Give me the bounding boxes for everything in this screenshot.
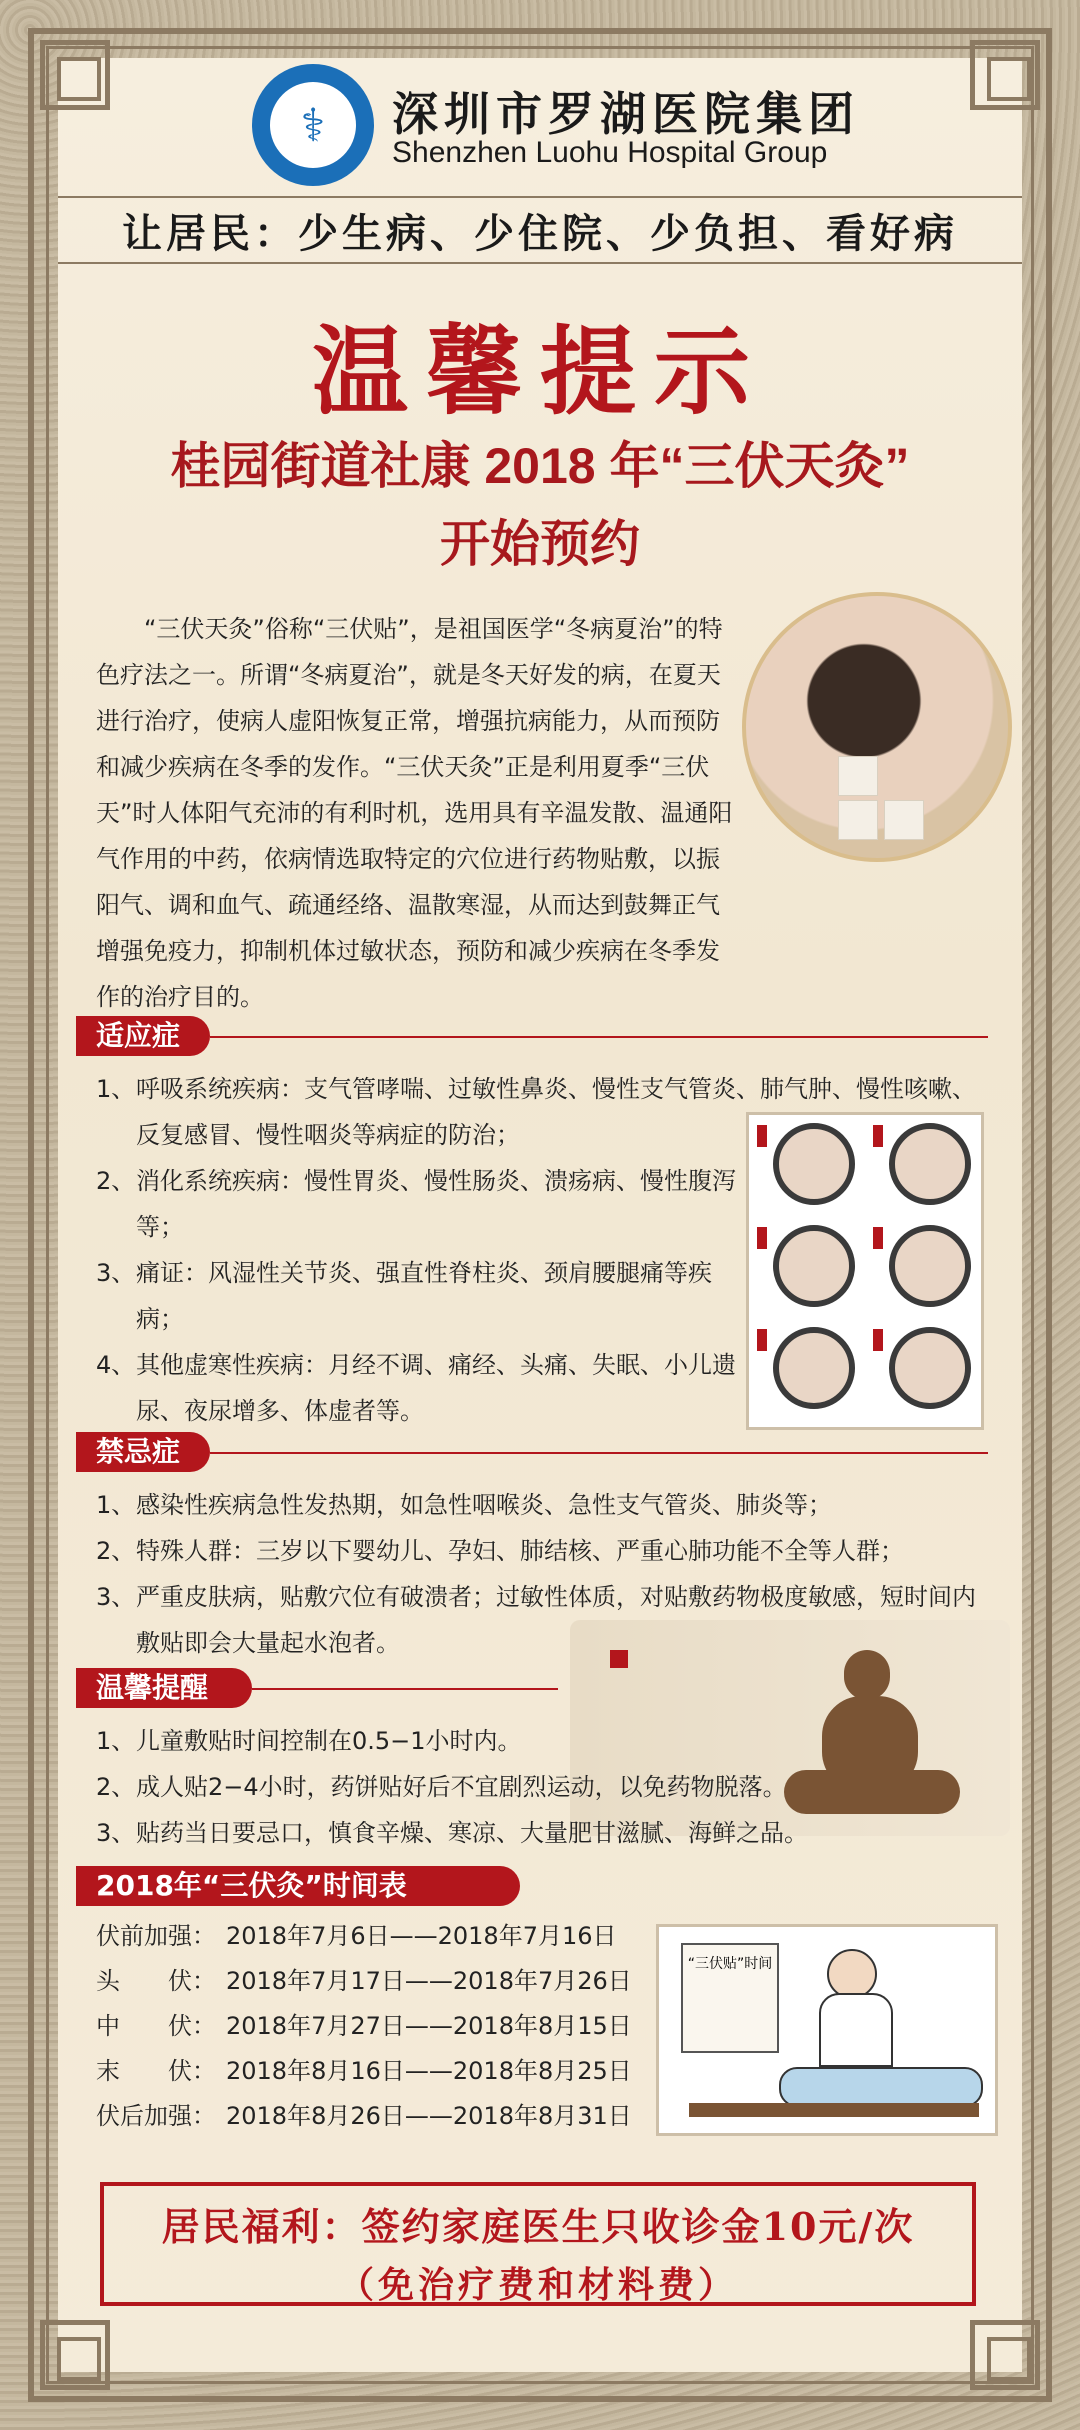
section-schedule: 2018年“三伏灸”时间表 <box>76 1866 520 1906</box>
item-text: 成人贴2−4小时，药饼贴好后不宜剧烈运动，以免药物脱落。 <box>136 1773 787 1801</box>
section-line <box>252 1688 558 1690</box>
indications-list <box>96 1066 976 1434</box>
welfare-line1: 居民福利：签约家庭医生只收诊金10元/次 <box>161 2204 915 2249</box>
doctor-head <box>827 1949 877 1999</box>
doctor-body <box>819 1993 893 2067</box>
schedule-dates: 2018年8月26日——2018年8月31日 <box>226 2102 632 2130</box>
divider <box>58 196 1022 198</box>
schedule-dates: 2018年7月6日——2018年7月16日 <box>226 1922 617 1950</box>
schedule-label: 中 伏： <box>96 2012 216 2040</box>
flag-icon <box>757 1125 767 1147</box>
symptom-photo <box>773 1327 855 1409</box>
item-text: 贴药当日要忌口，慎食辛燥、寒凉、大量肥甘滋腻、海鲜之品。 <box>136 1819 808 1847</box>
corner-ornament <box>40 2320 110 2390</box>
hospital-name-cn: 深圳市罗湖医院集团 <box>392 87 860 141</box>
symptom-photo <box>889 1327 971 1409</box>
item-text: 痛证：风湿性关节炎、强直性脊柱炎、颈肩腰腿痛等疾病； <box>136 1259 712 1333</box>
schedule-label: 头 伏： <box>96 1967 216 1995</box>
symptom-photo <box>773 1123 855 1205</box>
item-text: 其他虚寒性疾病：月经不调、痛经、头痛、失眠、小儿遗尿、夜尿增多、体虚者等。 <box>136 1351 736 1425</box>
list-item <box>96 1810 976 1856</box>
doctor-treatment-illustration <box>656 1924 998 2136</box>
schedule-dates: 2018年7月27日——2018年8月15日 <box>226 2012 632 2040</box>
item-num: 3、 <box>96 1819 136 1847</box>
welfare-line2: （免治疗费和材料费） <box>337 2264 738 2306</box>
flag-icon <box>873 1125 883 1147</box>
list-item <box>96 1066 976 1158</box>
schedule-label: 伏前加强： <box>96 1922 216 1950</box>
item-num: 3、 <box>96 1583 136 1611</box>
section-line <box>210 1452 988 1454</box>
hospital-logo <box>252 64 374 186</box>
list-item <box>96 1482 988 1528</box>
item-num: 2、 <box>96 1167 136 1195</box>
schedule-dates: 2018年7月17日——2018年7月26日 <box>226 1967 632 1995</box>
list-item <box>96 1250 746 1342</box>
item-text: 感染性疾病急性发热期，如急性咽喉炎、急性支气管炎、肺炎等； <box>136 1491 832 1519</box>
corner-ornament <box>970 40 1040 110</box>
item-text: 呼吸系统疾病：支气管哮喘、过敏性鼻炎、慢性支气管炎、肺气肿、慢性咳嗽、反复感冒、慢性咽炎等病症的防治； <box>136 1075 976 1149</box>
flag-icon <box>757 1227 767 1249</box>
list-item <box>96 1764 976 1810</box>
poster-caption: “三伏贴”时间 <box>681 1943 779 2053</box>
list-item <box>96 1528 988 1574</box>
subtitle-line2: 开始预约 <box>440 516 640 572</box>
divider <box>58 262 1022 264</box>
schedule-label: 末 伏： <box>96 2057 216 2085</box>
treatment-bed <box>689 2103 979 2117</box>
symptom-photo <box>773 1225 855 1307</box>
symptom-photo-grid <box>746 1112 984 1430</box>
item-num: 1、 <box>96 1491 136 1519</box>
seal-stamp <box>610 1650 628 1668</box>
hospital-name-en: Shenzhen Luohu Hospital Group <box>392 136 828 169</box>
list-item <box>96 1158 746 1250</box>
section-contraindications: 禁忌症 <box>76 1432 210 1472</box>
item-text: 严重皮肤病，贴敷穴位有破溃者；过敏性体质，对贴敷药物极度敏感，短时间内敷贴即会大量起水泡者。 <box>136 1583 976 1657</box>
section-indications: 适应症 <box>76 1016 210 1056</box>
list-item <box>96 1718 976 1764</box>
item-text: 特殊人群：三岁以下婴幼儿、孕妇、肺结核、严重心肺功能不全等人群； <box>136 1537 904 1565</box>
item-num: 1、 <box>96 1727 136 1755</box>
caduceus-icon: ⚕ <box>270 82 356 168</box>
page-title: 温馨提示 <box>312 315 768 428</box>
schedule-list <box>96 1914 656 2139</box>
subtitle-line1: 桂园街道社康 2018 年“三伏天灸” <box>170 438 910 494</box>
schedule-row <box>96 2004 656 2049</box>
symptom-photo <box>889 1225 971 1307</box>
schedule-dates: 2018年8月16日——2018年8月25日 <box>226 2057 632 2085</box>
flag-icon <box>873 1227 883 1249</box>
section-line <box>210 1036 988 1038</box>
item-num: 3、 <box>96 1259 136 1287</box>
item-num: 2、 <box>96 1537 136 1565</box>
item-num: 2、 <box>96 1773 136 1801</box>
item-num: 4、 <box>96 1351 136 1379</box>
patient <box>779 2067 983 2107</box>
reminders-list <box>96 1718 976 1856</box>
section-reminders: 温馨提醒 <box>76 1668 252 1708</box>
schedule-row <box>96 1914 656 1959</box>
schedule-label: 伏后加强： <box>96 2102 216 2130</box>
welfare-box <box>100 2182 976 2306</box>
list-item <box>96 1342 746 1434</box>
schedule-row <box>96 2094 656 2139</box>
flag-icon <box>757 1329 767 1351</box>
flag-icon <box>873 1329 883 1351</box>
schedule-row <box>96 1959 656 2004</box>
statue-head <box>844 1650 890 1700</box>
symptom-photo <box>889 1123 971 1205</box>
corner-ornament <box>40 40 110 110</box>
schedule-row <box>96 2049 656 2094</box>
item-text: 消化系统疾病：慢性胃炎、慢性肠炎、溃疡病、慢性腹泻等； <box>136 1167 736 1241</box>
slogan: 让居民：少生病、少住院、少负担、看好病 <box>122 210 958 257</box>
intro-text <box>96 606 996 1020</box>
item-num: 1、 <box>96 1075 136 1103</box>
intro-paragraph: “三伏天灸”俗称“三伏贴”，是祖国医学“冬病夏治”的特色疗法之一。所谓“冬病夏治”，就是冬天好发的病，在夏天进行治疗，使病人虚阳恢复正常，增强抗病能力，从而预防和减少疾病在冬季的发作。“三伏天灸”正是利用夏季“三伏天”时人体阳气充沛的有利时机，选用具有辛温发散、温通阳气作用的中药，依病情选取特定的穴位进行药物贴敷，以振阳气、调和血气、疏通经络、温散寒湿，从而达到鼓舞正气增强免疫力，抑制机体过敏状态，预防和减少疾病在冬季发作的治疗目的。 <box>96 615 733 1011</box>
item-text: 儿童敷贴时间控制在0.5−1小时内。 <box>136 1727 522 1755</box>
corner-ornament <box>970 2320 1040 2390</box>
